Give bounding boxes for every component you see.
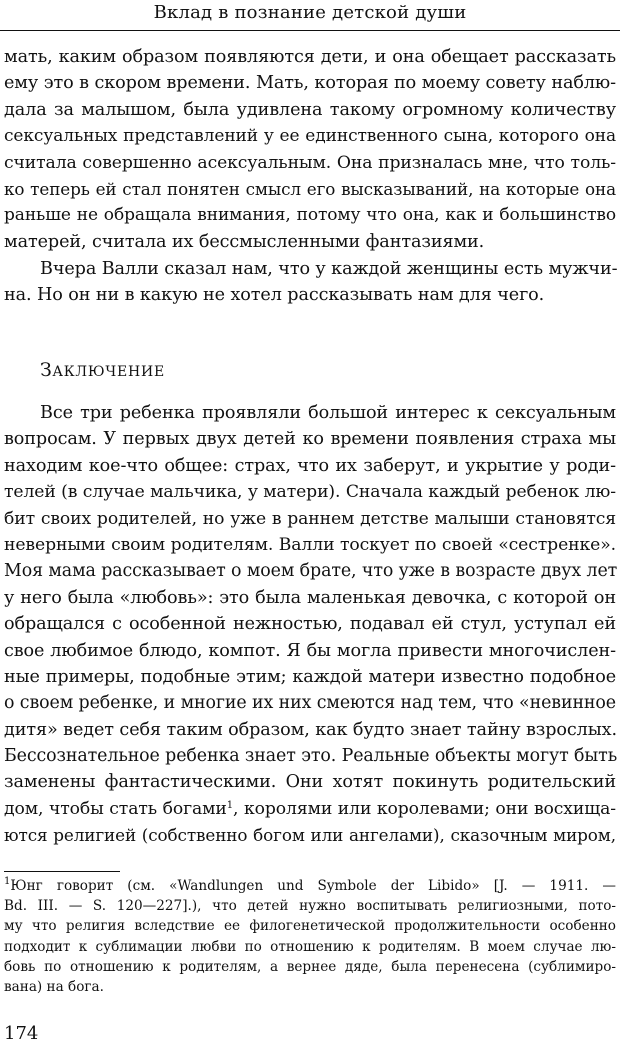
paragraph-3 — [4, 400, 616, 849]
section-title-rest: АКЛЮЧЕНИЕ — [52, 364, 166, 380]
text-line: свое любимое блюдо, компот. Я бы могла привести многочислен- — [4, 640, 616, 661]
header-rule — [0, 30, 620, 31]
text-fragment: дом, чтобы стать богами — [4, 798, 227, 819]
text-line: ему это в скором времени. Мать, которая по моему совету наблю- — [4, 73, 616, 94]
footnote-reference[interactable]: 1 — [226, 799, 234, 811]
footnote-line: вана) на бога. — [4, 978, 104, 995]
footnote-line: подходит к сублимации любви по отношению к родителям. В моем случае лю- — [4, 938, 616, 955]
text-line: телей (в случае мальчика, у матери). Сначала каждый ребенок лю- — [4, 482, 616, 503]
text-line: бит своих родителей, но уже в раннем детстве малыши становятся — [4, 508, 616, 529]
text-line: находим кое-что общее: страх, что их заберут, и укрытие у роди- — [4, 455, 616, 476]
text-line: Вчера Валли сказал нам, что у каждой женщины есть мужчи- — [40, 259, 618, 279]
footnote-line: му что религия вследствие ее филогенетической продолжительности особенно — [4, 918, 616, 935]
text-line: у него была «любовь»: это была маленькая девочка, с которой он — [4, 587, 616, 608]
text-line: считала совершенно асексуальным. Она призналась мне, что толь- — [4, 152, 616, 173]
text-line: Все три ребенка проявляли большой интерес к сексуальным — [40, 403, 616, 423]
text-line: обращался с особенной нежностью, подавал ей стул, уступал ей — [4, 614, 616, 635]
text-line: Бессознательное ребенка знает это. Реальные объекты могут быть — [4, 746, 618, 767]
text-line-with-footnote — [4, 796, 616, 822]
footnote-mark: 1 — [4, 876, 11, 887]
footnote-line — [4, 876, 616, 896]
running-head: Вклад в познание детской души — [153, 2, 467, 23]
text-line: ные примеры, подобные этим; каждой матери известно подобное — [4, 666, 616, 687]
text-line: сексуальных представлений у ее единственного сына, которого она — [4, 126, 616, 147]
text-line: неверными своим родителям. Валли тоскует по своей «сестренке». — [4, 534, 616, 555]
text-line: ко теперь ей стал понятен смысл его высказываний, на которые она — [4, 178, 616, 199]
text-line: о своем ребенке, и многие их них смеются над тем, что «невинное — [4, 693, 616, 714]
text-line: дитя» ведет себя таким образом, как будто знает тайну взрослых. — [4, 719, 617, 740]
text-line: Моя мама рассказывает о моем брате, что уже в возрасте двух лет — [4, 561, 618, 582]
footnote — [4, 876, 616, 997]
text-line: мать, каким образом появляются дети, и она обещает рассказать — [4, 47, 616, 67]
footnote-line: бовь по отношению к родителям, а вернее дяде, была перенесена (сублимиро- — [4, 958, 616, 975]
text-line: ются религией (собственно богом или ангелами), сказочным миром, — [4, 825, 616, 846]
section-title — [40, 358, 165, 384]
footnote-line: Bd. III. — S. 120—227].), что детей нужно воспитывать религиозными, пото- — [4, 898, 616, 915]
section-title-initial: З — [40, 359, 53, 381]
footnote-rule — [4, 871, 120, 872]
text-line: вопросам. У первых двух детей ко времени появления страха мы — [4, 429, 616, 450]
text-fragment: Юнг говорит (см. «Wandlungen und Symbole der Libido» [J. — 1911. — — [10, 878, 616, 894]
text-line: матерей, считала их бессмысленными фантазиями. — [4, 231, 485, 252]
text-fragment: , королями или королевами; они восхища- — [233, 798, 616, 819]
text-line: раньше не обращала внимания, потому что она, как и большинство — [4, 205, 616, 226]
text-line: заменены фантастическими. Они хотят покинуть родительский — [4, 772, 616, 793]
paragraph-1 — [4, 44, 616, 255]
text-line: дала за малышом, была удивлена такому огромному количеству — [4, 99, 616, 120]
text-line: на. Но он ни в какую не хотел рассказывать нам для чего. — [4, 285, 545, 306]
paragraph-2 — [4, 256, 616, 309]
page-number: 174 — [4, 1023, 39, 1044]
